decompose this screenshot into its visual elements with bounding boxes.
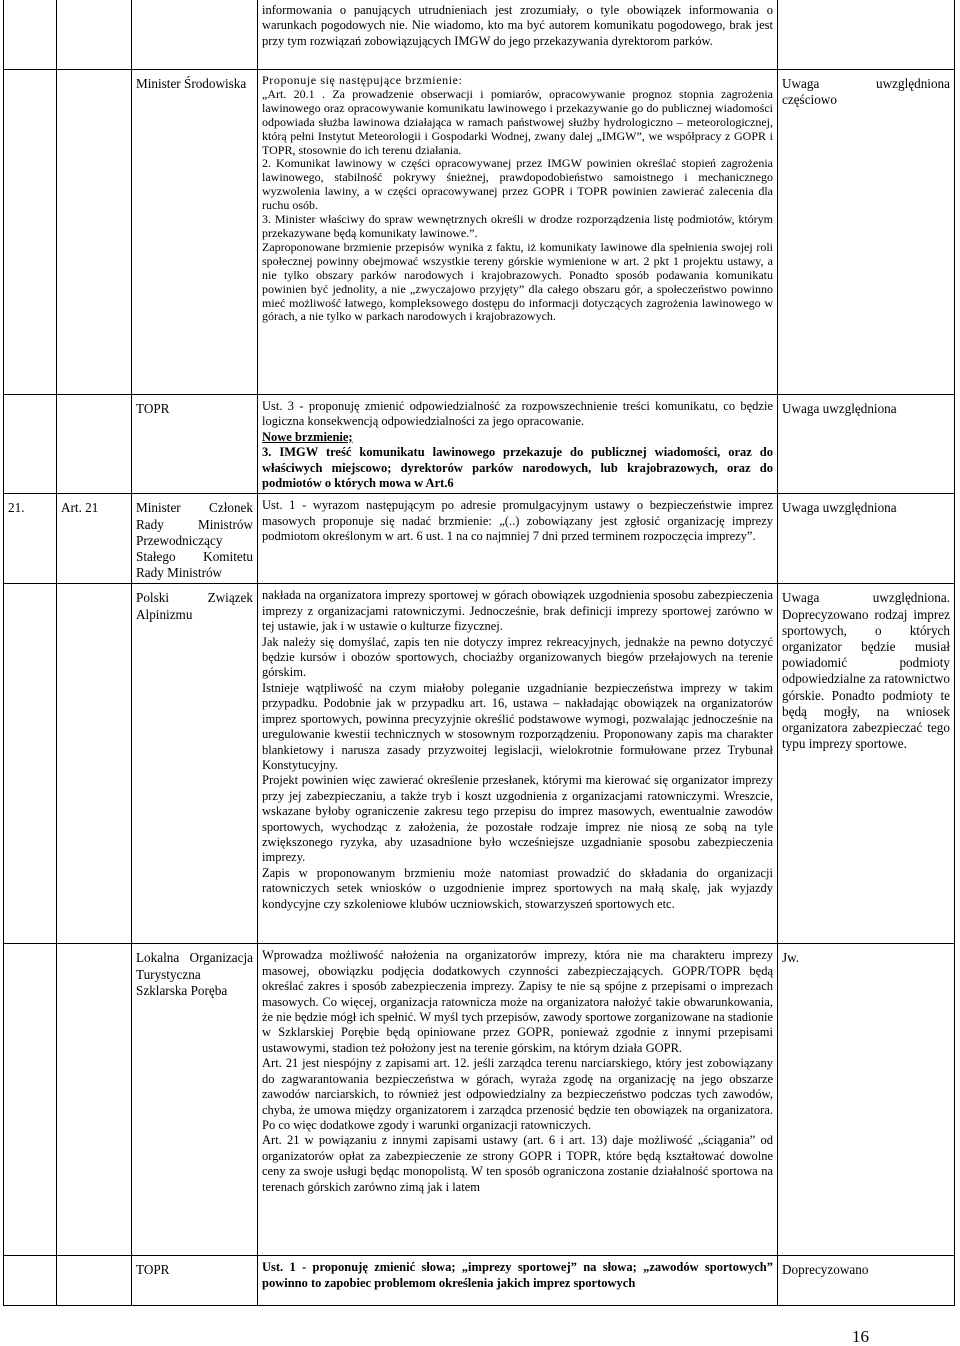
comment-cell — [258, 0, 778, 70]
comment-paragraph: Art. 21 jest niespójny z zapisami art. 12. jeśli zarządca terenu narciarskiego, który jest zobowiązany do zagwarantowania bezpieczeństwa w górach, wyraża zgodę na organizację na jego obszarze zawodów narciarskich, to również jest odpowiedzialny za bezpieczeństwo podczas tych zawodów, chyba, że umowa między organizatorem i zarządca przenosić będzie ten obowiązek na organizatora. Po co więc dodatkowe zgody i warunki organizacji ratowniczych. — [262, 1056, 773, 1132]
response-cell — [778, 0, 955, 70]
row-number-cell — [4, 584, 57, 944]
comment-paragraph: informowania o panujących utrudnieniach jest zrozumiały, o tyle obowiązek informowania o warunkach pogodowych nie. Nie wiadomo, kto ma być autorem komunikatu pogodowego, brak jest przy tym rozwiązań zobowiązujących IMGW do jego przekazywania dyrektorom parków. — [262, 3, 773, 48]
comment-paragraph: nakłada na organizatora imprezy sportowej w górach obowiązek uzgodnienia sposobu zabezpieczenia imprezy z organizacjami ratowniczymi. Jednocześnie, brak definicji imprezy sportowej zarówno w tej ustawie, jak i w ustawie o kulturze fizycznej. — [262, 588, 773, 634]
author-cell: TOPR — [132, 1256, 258, 1306]
author-cell: Lokalna Organizacja Turystyczna Szklarska Poręba — [132, 944, 258, 1256]
table-row — [4, 1256, 955, 1306]
response-cell: Doprecyzowano — [778, 1256, 955, 1306]
comment-cell — [258, 395, 778, 494]
author-cell: Polski Związek Alpinizmu — [132, 584, 258, 944]
row-number-cell — [4, 944, 57, 1256]
comment-cell — [258, 1256, 778, 1306]
article-cell — [57, 395, 132, 494]
table-row — [4, 944, 955, 1256]
author-cell: Minister Środowiska — [132, 70, 258, 395]
comment-paragraph: Proponuje się następujące brzmienie: — [262, 73, 463, 87]
table-row — [4, 395, 955, 494]
comment-paragraph: 3. IMGW treść komunikatu lawinowego przekazuje do publicznej wiadomości, oraz do właściwych miejscowo; dyrektorów parków narodowych, lub krajobrazowych, oraz do podmiotów o których mowa w Art.6 — [262, 445, 773, 491]
comment-cell — [258, 944, 778, 1256]
comment-paragraph: „Art. 20.1 . Za prowadzenie obserwacji i pomiarów, opracowywanie prognoz stopnia zagrożenia lawinowego oraz opracowywanie komunikatu lawinowego i przekazywanie go do publicznej wiadomości odpowiada służba lawinowa działająca w ramach państwowej służby hydrologiczno – meteorologicznej, którą pełni Instytut Meteorologii i Gospodarki Wodnej, zwany dalej „IMGW”, we współpracy z GOPR i TOPR, stosownie do ich terenu działania. — [262, 86, 773, 157]
table-row — [4, 584, 955, 944]
row-number-cell — [4, 1256, 57, 1306]
comment-paragraph: 2. Komunikat lawinowy w części opracowywanej przez IMGW powinien określać stopień zagrożenia lawinowego, stabilność pokrywy śnieżnej, prawdopodobieństwo samoistnego i mechanicznego wyzwolenia lawiny, a w części opracowywanej przez GOPR i TOPR powinien zawierać zalecenia dla ruchu osób. — [262, 156, 773, 213]
author-cell — [132, 0, 258, 70]
comment-paragraph: Zapis w proponowanym brzmieniu może natomiast prowadzić do składania do organizacji ratowniczych setek wniosków o uzgodnienie imprez sportowych na małą skalę, jak wyjazdy kondycyjne czy szkoleniowe klubów uczniowskich, stowarzyszeń sportowych etc. — [262, 865, 773, 911]
comment-cell — [258, 584, 778, 944]
article-cell — [57, 944, 132, 1256]
comment-paragraph: Projekt powinien więc zawierać określenie przesłanek, którymi ma kierować się organizator imprezy przy jej zabezpieczaniu, a także tryb i koszt uzgodnienia z organizacjami ratowniczymi. Wreszcie, wskazane byłoby ograniczenie zakresu tego przepisu do imprez masowych, ewentualnie zawodów sportowych, wychodząc z założenia, że pozostałe rodzaje imprez nie niosą ze sobą na tyle zwiększonego ryzyka, aby uzasadnione było wcześniejsze uzgadnianie sposobu zabezpieczenia imprezy. — [262, 773, 773, 865]
response-cell: Uwaga uwzględniona. Doprecyzowano rodzaj imprez sportowych, o których organizator będzie musiał powiadomić podmioty odpowiedzialne za ratownictwo górskie. Ponadto podmioty te będą mogły, na wniosek organizatora zabezpieczać tego typu imprezy sportowe. — [778, 584, 955, 944]
comment-paragraph: Ust. 1 - proponuję zmienić słowa; „imprezy sportowej” na słowa; „zawodów sportowych” powinno to zapobiec problemom określenia jakich imprez sportowych — [262, 1260, 773, 1290]
comment-paragraph: Istnieje wątpliwość na czym miałoby poleganie uzgadnianie bezpieczeństwa imprezy w takim przypadku. Podobnie jak w przypadku art. 16, ustawa – nakładając obowiązek na organizatorów imprez sportowych, powinna precyzyjnie określić podstawowe wymogi, pozwalając jednocześnie na uregulowanie kwestii technicznych w stosownym rozporządzeniu. Proponowany zapis ma charakter blankietowy i narusza zasady przyzwoitej legislacji, wielokrotnie formułowane przez Trybunał Konstytucyjny. — [262, 680, 773, 772]
table-row — [4, 494, 955, 584]
author-cell: Minister Członek Rady Ministrów Przewodniczący Stałego Komitetu Rady Ministrów — [132, 494, 258, 584]
article-cell — [57, 584, 132, 944]
comment-paragraph: Nowe brzmienie; — [262, 429, 353, 444]
table-row — [4, 0, 955, 70]
response-cell: Uwaga uwzględniona częściowo — [778, 70, 955, 395]
comment-paragraph: 3. Minister właściwy do spraw wewnętrznych określi w drodze rozporządzenia listę podmiotów, którym przekazywane będą komunikaty lawinowe.”. — [262, 212, 773, 240]
article-cell — [57, 1256, 132, 1306]
comment-paragraph: Jak należy się domyślać, zapis ten nie dotyczy imprez rekreacyjnych, jednakże na pewno dotyczyć będzie kursów i obozów sportowych, chociażby organizowanych biegów przełajowych na terenie górskim. — [262, 634, 773, 680]
row-number-cell — [4, 395, 57, 494]
page-number: 16 — [852, 1327, 869, 1346]
comment-paragraph: Wprowadza możliwość nałożenia na organizatorów imprezy, która nie ma charakteru imprezy masowej, obowiązku podjęcia dodatkowych czynności zabezpieczających. GOPR/TOPR będą określać zakres i sposób zabezpieczenia imprezy. Zapisy te nie są spójne z przepisami o imprezach masowych. Co więcej, organizacja ratownicza może na organizatora nałożyć takie obwarunkowania, że nie będzie mógł ich spełnić. W myśl tych przepisów, zawody sportowe zorganizowane na stadionie w Szklarskiej Porębie będą opiniowane przez GOPR, ponieważ zgodnie z innymi przepisami ustawowymi, stadion też położony jest na terenie górskim, na którym działa GOPR. — [262, 948, 773, 1055]
comment-paragraph: Ust. 3 - proponuję zmienić odpowiedzialność za rozpowszechnienie treści komunikatu, co będzie logiczna konsekwencją odpowiedzialności za jego opracowanie. — [262, 399, 773, 429]
row-number-cell — [4, 0, 57, 70]
article-cell — [57, 0, 132, 70]
row-number-cell — [4, 70, 57, 395]
comments-table — [3, 0, 955, 1306]
response-cell: Jw. — [778, 944, 955, 1256]
comment-paragraph: Zaproponowane brzmienie przepisów wynika z faktu, iż komunikaty lawinowe dla spełnienia swojej roli społecznej powinny obejmować wszystkie tereny górskie wymienione w art. 2 pkt 1 projektu ustawy, a nie tylko obszary parków narodowych i krajobrazowych. Ponadto sposób podawania komunikatu powinien być jednolity, a nie „zwyczajowo przyjęty” dla całego obszaru gór, a społeczeństwo powinno mieć możliwość łatwego, kompleksowego dostępu do informacji dotyczących zagrożenia lawinowego w górach, a nie tylko w parkach narodowych i krajobrazowych. — [262, 239, 773, 324]
author-cell: TOPR — [132, 395, 258, 494]
article-cell: Art. 21 — [57, 494, 132, 584]
response-cell: Uwaga uwzględniona — [778, 494, 955, 584]
comment-paragraph: Ust. 1 - wyrazom następującym po adresie promulgacyjnym ustawy o bezpieczeństwie imprez masowych proponuje się nadać brzmienie: „(..) zobowiązany jest zgłosić organizację imprezy podmiotom określonym w art. 6 ust. 1 na co najmniej 7 dni przed terminem rozpoczęcia imprezy”. — [262, 498, 773, 544]
table-row — [4, 70, 955, 395]
comment-cell — [258, 494, 778, 584]
response-cell: Uwaga uwzględniona — [778, 395, 955, 494]
comment-paragraph: Art. 21 w powiązaniu z innymi zapisami ustawy (art. 6 i art. 13) daje możliwość „ściągania” od organizatorów opłat za zabezpieczenie ze strony GOPR i TOPR, które będą kształtować dowolne ceny za swoje usługi będąc monopolistą. W ten sposób ograniczona zostanie działalność sportowa na terenach górskich zarówno zimą jak i latem — [262, 1133, 773, 1194]
row-number-cell: 21. — [4, 494, 57, 584]
article-cell — [57, 70, 132, 395]
comment-cell — [258, 70, 778, 395]
